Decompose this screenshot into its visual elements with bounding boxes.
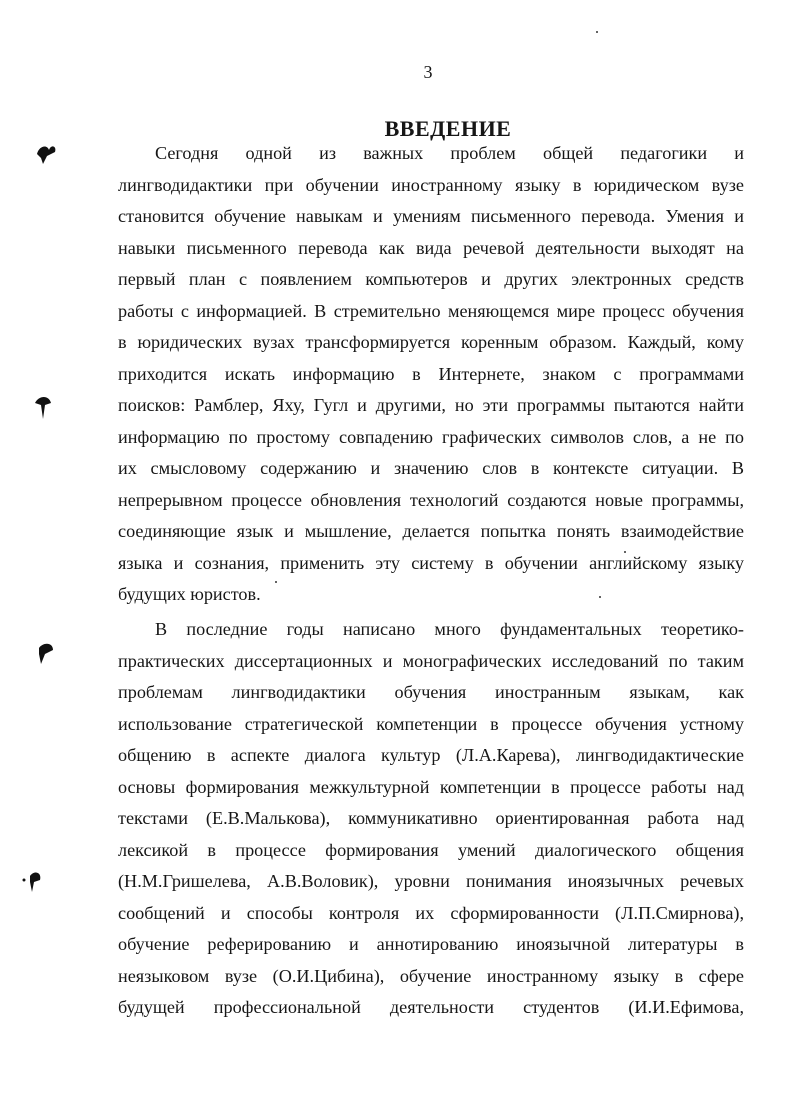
text-line: обучение реферированию и аннотированию иноязычной литературы в <box>118 934 744 954</box>
text-line: будущей профессиональной деятельности студентов (И.И.Ефимова, <box>118 997 744 1017</box>
page-title: ВВЕДЕНИЕ <box>384 116 512 141</box>
text-line: поисков: Рамблер, Яху, Гугл и другими, но эти программы пытаются найти <box>118 395 744 415</box>
text-line: будущих юристов. <box>118 584 261 604</box>
margin-mark-icon <box>20 868 46 901</box>
text-line: в юридических вузах трансформируется коренным образом. Каждый, кому <box>118 332 744 352</box>
text-line: информацию по простому совпадению графических символов слов, а не по <box>118 426 744 447</box>
text-line: лингводидактики при обучении иностранному языку в юридическом вузе <box>118 174 744 195</box>
text-line: языка и сознания, применить эту систему в обучении английскому языку <box>118 552 744 573</box>
margin-mark-icon <box>31 393 55 426</box>
text-line: соединяющие язык и мышление, делается попытка понять взаимодействие <box>118 521 744 541</box>
text-line: практических диссертационных и монографических исследований по таким <box>118 650 744 671</box>
text-line: общению в аспекте диалога культур (Л.А.Карева), лингводидактические <box>118 745 744 765</box>
text-line: работы с информацией. В стремительно меняющемся мире процесс обучения <box>118 300 744 321</box>
page-number: 3 <box>423 62 433 82</box>
margin-mark-icon <box>35 640 57 671</box>
text-line: их смысловому содержанию и значению слов в контексте ситуации. В <box>118 458 744 478</box>
scan-speck <box>596 31 598 33</box>
text-line: неязыковом вузе (О.И.Цибина), обучение иностранному языку в сфере <box>118 965 744 986</box>
text-line: основы формирования межкультурной компетенции в процессе работы над <box>118 776 744 797</box>
text-line: навыки письменного перевода как вида речевой деятельности выходят на <box>118 237 744 258</box>
text-line: приходится искать информацию в Интернете, знаком с программами <box>118 363 744 384</box>
text-line: В последние годы написано много фундаментальных теоретико- <box>155 619 744 639</box>
text-line: Сегодня одной из важных проблем общей педагогики и <box>155 143 744 163</box>
text-line: лексикой в процессе формирования умений диалогического общения <box>118 839 744 860</box>
text-line: первый план с появлением компьютеров и других электронных средств <box>118 269 744 289</box>
paragraph-2 <box>118 614 744 1024</box>
text-line: сообщений и способы контроля их сформированности (Л.П.Смирнова), <box>118 902 744 923</box>
margin-mark-icon <box>33 140 59 171</box>
text-line: текстами (Е.В.Малькова), коммуникативно ориентированная работа над <box>118 808 744 828</box>
text-line: проблемам лингводидактики обучения иностранным языкам, как <box>118 682 744 702</box>
text-line: становится обучение навыкам и умениям письменного перевода. Умения и <box>118 206 744 226</box>
paragraph-1 <box>118 138 744 611</box>
text-line: (Н.М.Гришелева, А.В.Воловик), уровни понимания иноязычных речевых <box>118 871 744 891</box>
text-line: непрерывном процессе обновления технологий создаются новые программы, <box>118 489 744 510</box>
text-line: использование стратегической компетенции в процессе обучения устному <box>118 713 744 734</box>
